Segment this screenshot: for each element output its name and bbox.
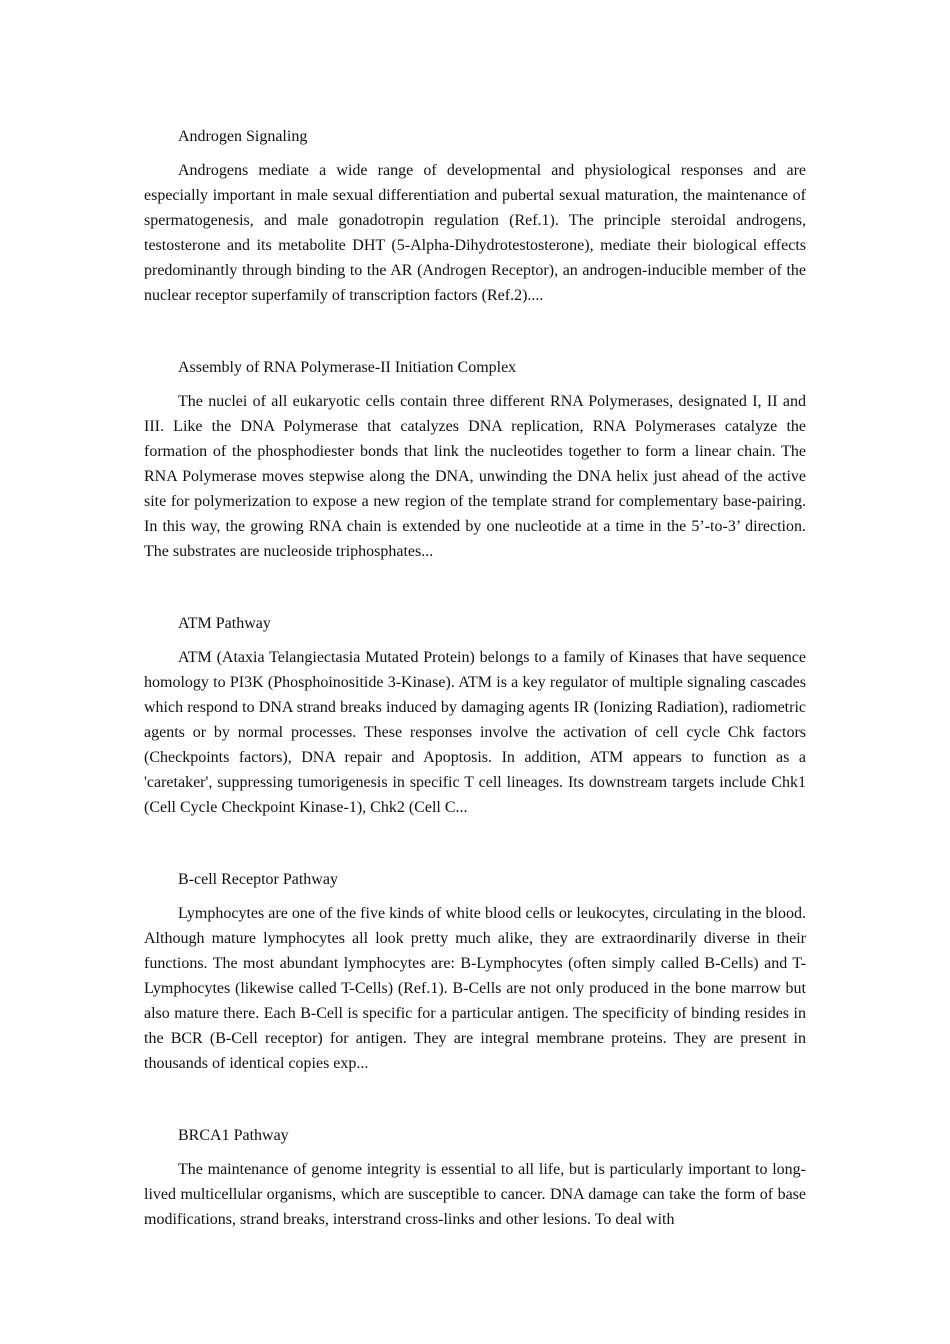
section-androgen-signaling: [144, 124, 806, 308]
section-body: Lymphocytes are one of the five kinds of white blood cells or leukocytes, circulating in the blood. Although mature lymphocytes all look pretty much alike, they are extraordinarily diverse in their functions. The most abundant lymphocytes are: B-Lymphocytes (often simply called B-Cells) and T-Lymphocytes (likewise called T-Cells) (Ref.1). B-Cells are not only produced in the bone marrow but also mature there. Each B-Cell is specific for a particular antigen. The specificity of binding resides in the BCR (B-Cell receptor) for antigen. They are integral membrane proteins. They are present in thousands of identical copies exp...: [144, 905, 806, 1072]
section-heading: B-cell Receptor Pathway: [178, 871, 338, 888]
section-b-cell-receptor-pathway: [144, 867, 806, 1076]
document-page: [144, 124, 806, 1279]
section-body: ATM (Ataxia Telangiectasia Mutated Protein) belongs to a family of Kinases that have sequence homology to PI3K (Phosphoinositide 3-Kinase). ATM is a key regulator of multiple signaling cascades which respond to DNA strand breaks induced by damaging agents IR (Ionizing Radiation), radiometric agents or by normal processes. These responses involve the activation of cell cycle Chk factors (Checkpoints factors), DNA repair and Apoptosis. In addition, ATM appears to function as a 'caretaker', suppressing tumorigenesis in specific T cell lineages. Its downstream targets include Chk1 (Cell Cycle Checkpoint Kinase-1), Chk2 (Cell C...: [144, 649, 806, 816]
section-heading: Assembly of RNA Polymerase-II Initiation Complex: [178, 359, 517, 376]
section-rna-polymerase-ii: [144, 355, 806, 564]
section-heading: BRCA1 Pathway: [178, 1127, 289, 1144]
section-body: The maintenance of genome integrity is essential to all life, but is particularly important to long-lived multicellular organisms, which are susceptible to cancer. DNA damage can take the form of base modifications, strand breaks, interstrand cross-links and other lesions. To deal with: [144, 1161, 806, 1228]
section-body: Androgens mediate a wide range of developmental and physiological responses and are especially important in male sexual differentiation and pubertal sexual maturation, the maintenance of spermatogenesis, and male gonadotropin regulation (Ref.1). The principle steroidal androgens, testosterone and its metabolite DHT (5-Alpha-Dihydrotestosterone), mediate their biological effects predominantly through binding to the AR (Androgen Receptor), an androgen-inducible member of the nuclear receptor superfamily of transcription factors (Ref.2)....: [144, 162, 806, 304]
section-atm-pathway: [144, 611, 806, 820]
section-brca1-pathway: [144, 1123, 806, 1232]
section-heading: ATM Pathway: [178, 615, 271, 632]
section-body: The nuclei of all eukaryotic cells contain three different RNA Polymerases, designated I, II and III. Like the DNA Polymerase that catalyzes DNA replication, RNA Polymerases catalyze the formation of the phosphodiester bonds that link the nucleotides together to form a linear chain. The RNA Polymerase moves stepwise along the DNA, unwinding the DNA helix just ahead of the active site for polymerization to expose a new region of the template strand for complementary base-pairing. In this way, the growing RNA chain is extended by one nucleotide at a time in the 5’-to-3’ direction. The substrates are nucleoside triphosphates...: [144, 393, 806, 560]
section-heading: Androgen Signaling: [178, 128, 308, 145]
